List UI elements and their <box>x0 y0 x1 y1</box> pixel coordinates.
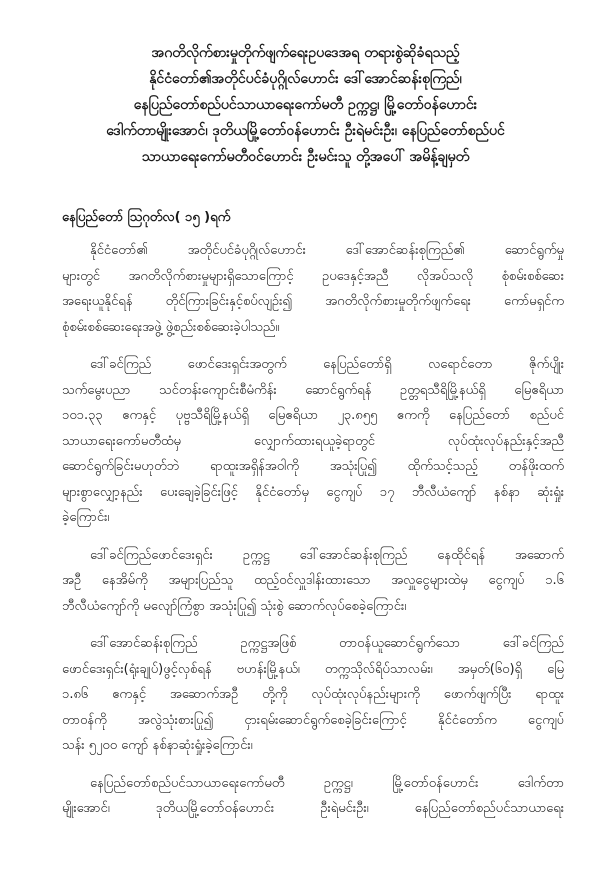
paragraph-line: ဒေါ်ခင်ကြည် ဖောင်ဒေးရှင်းအတွက် နေပြည်တော်ရှိ လရောင်တော ဇိုက်ပျိုး <box>90 357 564 372</box>
headline <box>40 40 571 170</box>
headline-line: ဒေါက်တာမျိုးအောင်၊ ဒုတိယမြို့တော်ဝန်ဟောင်း ဦးရဲမင်းဦး၊ နေပြည်တော်စည်ပင် <box>106 123 505 139</box>
paragraph-line: ၁၀၁.၃၃ ဧကနှင့် ပုဗ္ဗသီရိမြို့နယ်ရှိ မြေဧရိယာ ၂၃.၈၅၅ ဧကကို နေပြည်တော် စည်ပင် <box>62 408 564 423</box>
paragraph-line: ဒေါ်ခင်ကြည်ဖောင်ဒေးရှင်း ဥက္ကဋ္ဌ ဒေါ်အောင်ဆန်းစုကြည် နေထိုင်ရန် အဆောက် <box>90 547 564 563</box>
paragraph-line: ဖောင်ဒေးရှင်း(ရုံးချုပ်)ဖွင့်လှစ်ရန် ဗဟန်းမြို့နယ်၊ တက္ကသိုလ်ရိပ်သာလမ်း၊ အမှတ်(၆၀)ရှိ မြေ <box>62 661 564 677</box>
paragraph-line: နေပြည်တော်စည်ပင်သာယာရေးကော်မတီ ဥက္ကဋ္ဌ၊ မြို့တော်ဝန်ဟောင်း ဒေါက်တာ <box>90 775 564 791</box>
paragraph-line: များတွင် အဂတိလိုက်စားမှုများရှိသောကြောင့် ဥပဒေနှင့်အညီ လိုအပ်သလို စုံစမ်းစစ်ဆေး <box>62 268 564 284</box>
dateline: နေပြည်တော် ဩဂုတ်လ( ၁၅ )ရက် <box>62 210 231 225</box>
paragraph-line: ၁.၈၆ ဧကနှင့် အဆောက်အဦ တို့ကို လုပ်ထုံးလုပ်နည်းများကို ဖောက်ဖျက်ပြီး ရာထူး <box>62 687 564 702</box>
paragraph <box>62 631 564 759</box>
headline-line: သာယာရေးကော်မတီဝင်ဟောင်း ဦးမင်းသူ တို့အပေါ် အမိန့်ချမှတ် <box>141 149 470 165</box>
paragraph-line: ဒေါ်အောင်ဆန်းစုကြည် ဥက္ကဋ္ဌအဖြစ် တာဝန်ယူဆောင်ရွက်သော ဒေါ်ခင်ကြည် <box>90 636 564 651</box>
paragraph-line: အရေးယူနိုင်ရန် တိုင်ကြားခြင်းနှင့်စပ်လျဉ်း၍ အဂတိလိုက်စားမှုတိုက်ဖျက်ရေး ကော်မရှင်က <box>62 294 564 309</box>
paragraph-line: မျိုးအောင်၊ ဒုတိယမြို့တော်ဝန်ဟောင်း ဦးရဲမင်းဦး၊ နေပြည်တော်စည်ပင်သာယာရေး <box>62 801 564 816</box>
article-body <box>62 238 564 834</box>
paragraph-line: တာဝန်ကို အလွဲသုံးစားပြု၍ ငှားရမ်းဆောင်ရွက်စေခဲ့ခြင်းကြောင့် နိုင်ငံတော်က ငွေကျပ် <box>62 712 564 728</box>
headline-line: နိုင်ငံတော်၏အတိုင်ပင်ခံပုဂ္ဂိုလ်ဟောင်း ဒေါ်အောင်ဆန်းစုကြည်၊ <box>149 71 462 87</box>
paragraph-line: အဦ နေအိမ်ကို အများပြည်သူ ထည့်ဝင်လှူဒါန်းထားသော အလှူငွေများထဲမှ ငွေကျပ် ၁.၆ <box>62 573 564 588</box>
paragraph-line: သန်း ၅၂၀၀ ကျော် နစ်နာဆုံးရှုံးခဲ့ကြောင်း၊ <box>62 738 253 753</box>
paragraph-line: ခဲ့ကြောင်း၊ <box>62 510 110 525</box>
paragraph-line: နိုင်ငံတော်၏ အတိုင်ပင်ခံပုဂ္ဂိုလ်ဟောင်း ဒေါ်အောင်ဆန်းစုကြည်၏ ဆောင်ရွက်မှု <box>90 243 564 258</box>
paragraph-line: သာယာရေးကော်မတီထံမှ လျှောက်ထားရယူခဲ့ရာတွင် လုပ်ထုံးလုပ်နည်းနှင့်အညီ <box>62 433 564 449</box>
paragraph <box>62 238 564 340</box>
paragraph-line: ဆောင်ရွက်ခြင်းမဟုတ်ဘဲ ရာထူးအရှိန်အဝါကို အသုံးပြု၍ ထိုက်သင့်သည့် တန်ဖိုးထက် <box>62 459 564 474</box>
paragraph-line: ဘီလီယံကျော်ကို မလျော်ကြံစွာ အသုံးပြု၍ သုံးစွဲ ဆောက်လုပ်စေခဲ့ကြောင်း၊ <box>62 598 407 614</box>
paragraph-line: များစွာလျှော့နည်း ပေးချေခဲ့ခြင်းဖြင့် နိုင်ငံတော်မှ ငွေကျပ် ၁၇ ဘီလီယံကျော် နစ်နာ ဆုံးရှုံး <box>62 484 564 500</box>
headline-line: နေပြည်တော်စည်ပင်သာယာရေးကော်မတီ ဥက္ကဋ္ဌ၊ မြို့တော်ဝန်ဟောင်း <box>133 97 478 113</box>
paragraph <box>62 771 564 822</box>
paragraph <box>62 352 564 531</box>
headline-line: အဂတိလိုက်စားမှုတိုက်ဖျက်ရေးဥပဒေအရ တရားစွဲဆိုခံရသည့် <box>151 45 460 61</box>
paragraph-line: စုံစမ်းစစ်ဆေးရေးအဖွဲ့ ဖွဲ့စည်းစစ်ဆေးခဲ့ပါသည်။ <box>62 319 280 335</box>
paragraph <box>62 543 564 620</box>
paragraph-line: သက်မွေးပညာ သင်တန်းကျောင်းစီမံကိန်း ဆောင်ရွက်ရန် ဥတ္တရသီရိမြို့နယ်ရှိ မြေဧရိယာ <box>62 382 564 398</box>
